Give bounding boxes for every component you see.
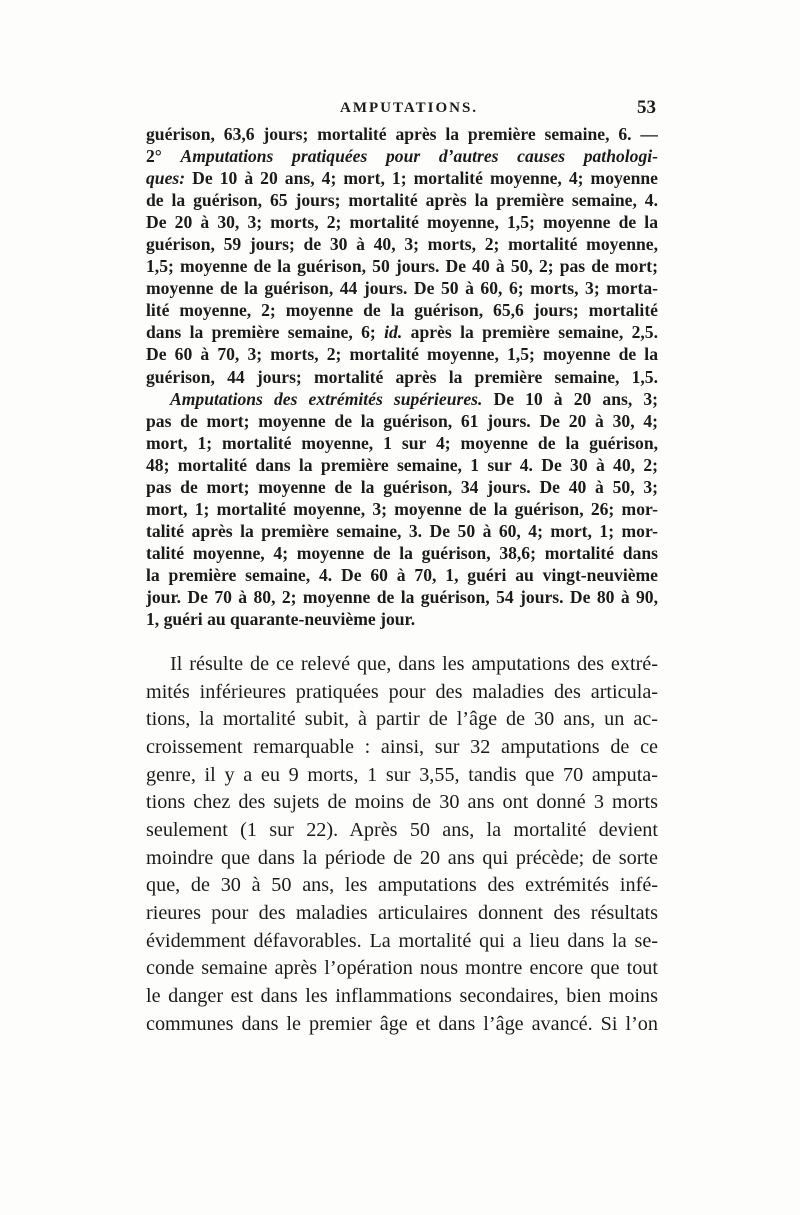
text-line xyxy=(146,233,658,255)
text-segment: pas de mort; moyenne de la guérison, 34 jours. De 40 à 50, 3; xyxy=(146,476,658,497)
text-line xyxy=(146,167,658,189)
text-segment: 1, guéri au quarante-neuvième jour. xyxy=(146,609,416,630)
text-line: communes dans le premier âge et dans l’âge avancé. Si l’on xyxy=(146,1012,658,1035)
text-line xyxy=(146,476,658,498)
text-line xyxy=(146,498,658,520)
text-line: évidemment défavorables. La mortalité qui a lieu dans la se- xyxy=(146,929,658,952)
text-segment: guérison, 44 jours; mortalité après la première semaine, 1,5. xyxy=(146,366,658,387)
text-segment: De 10 à 20 ans, 4; mort, 1; mortalité moyenne, 4; moyenne xyxy=(185,168,658,189)
text-line: Il résulte de ce relevé que, dans les amputations des extré- xyxy=(170,653,658,676)
text-segment: dans la première semaine, 6; xyxy=(146,322,385,343)
text-line xyxy=(146,564,658,586)
text-segment: Amputations des extrémités supérieures. xyxy=(170,388,483,409)
text-line: le danger est dans les inflammations secondaires, bien moins xyxy=(146,984,658,1007)
text-line xyxy=(146,211,658,233)
text-segment: moyenne de la guérison, 44 jours. De 50 à 60, 6; morts, 3; morta- xyxy=(146,278,658,299)
text-line: rieures pour des maladies articulaires donnent des résultats xyxy=(146,901,658,924)
text-line xyxy=(146,410,658,432)
text-line xyxy=(146,123,658,145)
text-segment: mort, 1; mortalité moyenne, 1 sur 4; moyenne de la guérison, xyxy=(146,432,658,453)
text-segment: De 60 à 70, 3; morts, 2; mortalité moyenne, 1,5; moyenne de la xyxy=(146,344,658,365)
text-line xyxy=(146,366,658,388)
text-line: tions chez des sujets de moins de 30 ans ont donné 3 morts xyxy=(146,791,658,814)
statistics-paragraph xyxy=(146,123,658,630)
text-line: croissement remarquable : ainsi, sur 32 amputations de ce xyxy=(146,736,658,759)
text-line xyxy=(146,388,658,410)
text-line: genre, il y a eu 9 morts, 1 sur 3,55, tandis que 70 amputa- xyxy=(146,763,658,786)
text-line xyxy=(146,255,658,277)
text-segment: de la guérison, 65 jours; mortalité après la première semaine, 4. xyxy=(146,190,658,211)
text-line xyxy=(146,299,658,321)
text-segment: Amputations pratiquées pour d’autres causes pathologi- xyxy=(180,146,658,167)
text-segment: guérison, 59 jours; de 30 à 40, 3; morts, 2; mortalité moyenne, xyxy=(146,234,658,255)
text-line xyxy=(146,454,658,476)
text-segment: mort, 1; mortalité moyenne, 3; moyenne de la guérison, 26; mor- xyxy=(146,498,658,519)
text-segment: De 20 à 30, 3; morts, 2; mortalité moyenne, 1,5; moyenne de la xyxy=(146,212,658,233)
text-line: tions, la mortalité subit, à partir de l’âge de 30 ans, un ac- xyxy=(146,708,658,731)
commentary-paragraph xyxy=(146,651,658,1038)
text-segment: 1,5; moyenne de la guérison, 50 jours. De 40 à 50, 2; pas de mort; xyxy=(146,256,658,277)
text-line xyxy=(146,145,658,167)
text-segment: id. xyxy=(384,322,403,343)
text-line: seulement (1 sur 22). Après 50 ans, la mortalité devient xyxy=(146,819,658,842)
text-line xyxy=(146,586,658,608)
text-line xyxy=(146,432,658,454)
text-segment: jour. De 70 à 80, 2; moyenne de la guérison, 54 jours. De 80 à 90, xyxy=(146,586,658,607)
text-line xyxy=(146,277,658,299)
text-segment: 2° xyxy=(146,146,181,167)
text-line: que, de 30 à 50 ans, les amputations des extrémités infé- xyxy=(146,874,658,897)
page-number: 53 xyxy=(637,97,656,118)
text-line: mités inférieures pratiquées pour des maladies des articula- xyxy=(146,680,658,703)
text-segment: la première semaine, 4. De 60 à 70, 1, guéri au vingt-neuvième xyxy=(146,564,658,585)
body-text xyxy=(146,123,658,1038)
text-segment: pas de mort; moyenne de la guérison, 61 jours. De 20 à 30, 4; xyxy=(146,410,658,431)
running-title: AMPUTATIONS. xyxy=(340,100,479,116)
text-segment: après la première semaine, 2,5. xyxy=(402,322,658,343)
text-line: conde semaine après l’opération nous montre encore que tout xyxy=(146,957,658,980)
text-segment: talité après la première semaine, 3. De 50 à 60, 4; mort, 1; mor- xyxy=(146,520,658,541)
text-segment: talité moyenne, 4; moyenne de la guérison, 38,6; mortalité dans xyxy=(146,542,658,563)
text-line xyxy=(146,321,658,343)
text-segment: 48; mortalité dans la première semaine, 1 sur 4. De 30 à 40, 2; xyxy=(146,454,658,475)
text-segment: ques: xyxy=(146,168,186,189)
text-line: moindre que dans la période de 20 ans qui précède; de sorte xyxy=(146,846,658,869)
text-line xyxy=(146,542,658,564)
text-line xyxy=(146,343,658,365)
text-line xyxy=(146,520,658,542)
text-segment: De 10 à 20 ans, 3; xyxy=(482,388,658,409)
text-segment: guérison, 63,6 jours; mortalité après la première semaine, 6. — xyxy=(146,124,658,144)
text-segment: lité moyenne, 2; moyenne de la guérison, 65,6 jours; mortalité xyxy=(146,300,658,321)
text-line xyxy=(146,189,658,211)
text-line xyxy=(146,608,658,630)
